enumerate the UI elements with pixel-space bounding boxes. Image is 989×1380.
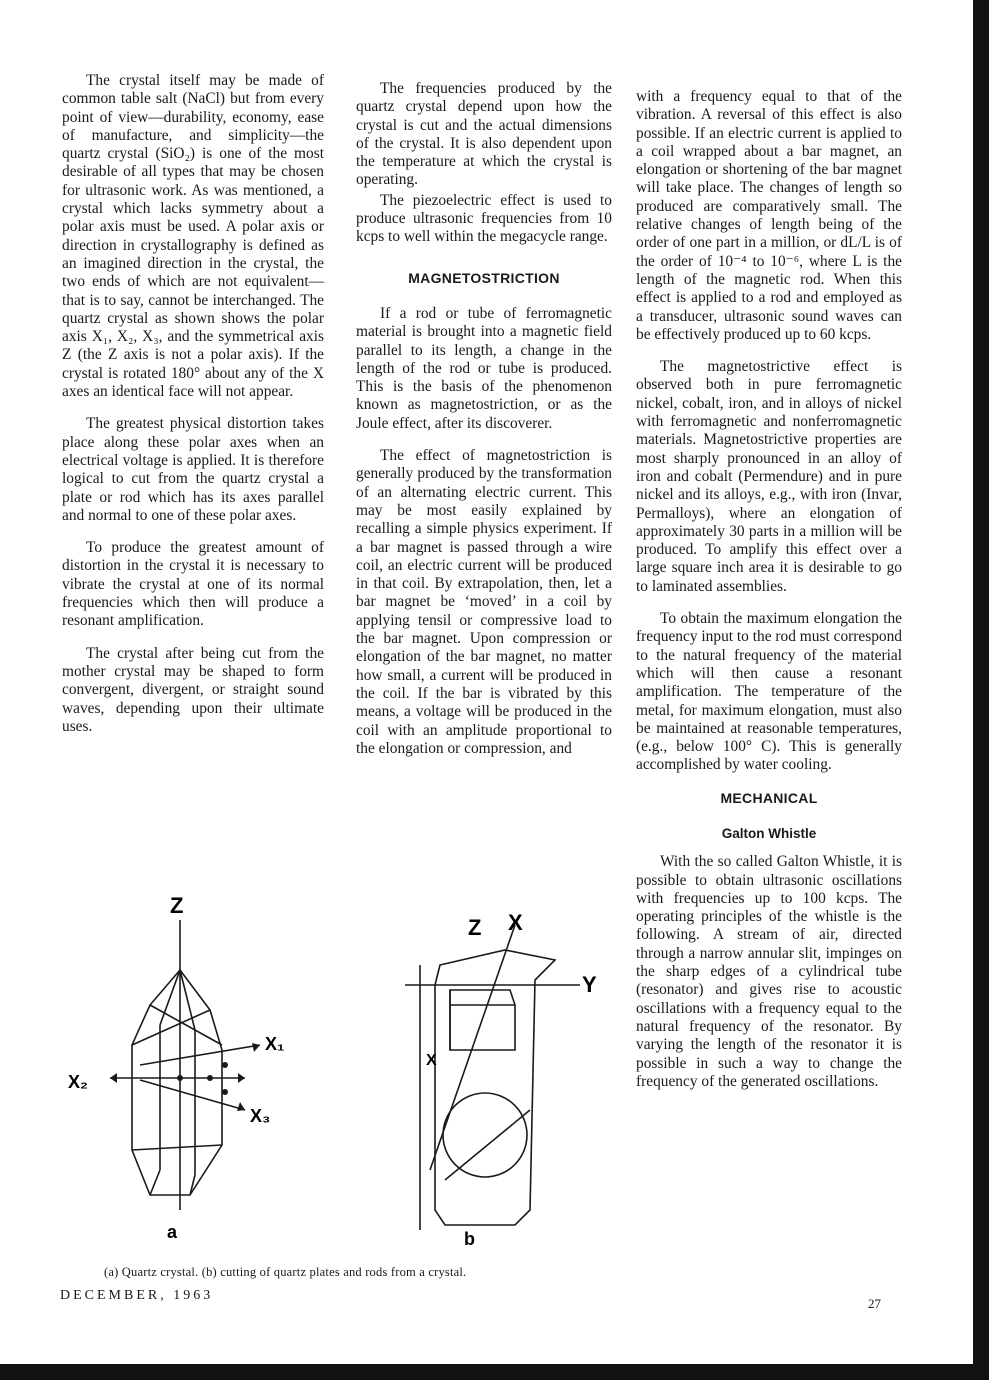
paragraph: With the so called Galton Whistle, it is possible to obtain ultrasonic oscillations with frequencies up to 100 kcps. The operating principles of the whistle is the following. A stream of air, directed through a narrow annular slit, impinges on the sharp edges of a cylindrical tube (resonator) and gives rise to acoustic oscillations with a frequency equal to the natural frequency of the resonator. By varying the length of the resonator it is possible in such a way to change the frequency of the generated oscillations. xyxy=(636,853,902,1090)
paragraph: with a frequency equal to that of the vibration. A reversal of this effect is also possible. If an electric current is applied to a coil wrapped about a bar magnet, an elongation or shortening of the bar magnet will take place. The changes of length so produced are comparatively small. The relative changes of length being of the order of one part in a million, or dL/L is of the order of 10⁻⁴ to 10⁻⁶, where L is the length of the magnetic rod. When this effect is applied to a rod and employed as a transducer, ultrasonic sound waves can be effectively produced up to 60 kcps. xyxy=(636,88,902,343)
axis-label-x1: X₁ xyxy=(265,1034,285,1054)
subheading-galton-whistle: Galton Whistle xyxy=(721,825,817,841)
text-column-1 xyxy=(62,72,324,750)
paragraph: The greatest physical distortion takes place along these polar axes when an electrical voltage is applied. It is therefore logical to cut from the quartz crystal a plate or rod which has its axes parallel and normal to one of these polar axes. xyxy=(62,415,324,524)
paragraph: The frequencies produced by the quartz crystal depend upon how the crystal is cut and the actual dimensions of the crystal. It is also dependent upon the temperature at which the crystal is operating. xyxy=(356,80,612,189)
paragraph: The magnetostrictive effect is observed both in pure ferromagnetic nickel, cobalt, iron, and in alloys of nickel with ferromagnetic and nonferromagnetic materials. Magnetostrictive properties are most sharply pronounced in an alloy of iron and cobalt (Permendure) and in pure nickel and its alloys, e.g., with iron (Invar, Permalloys), where an elongation of approximately 30 parts in a million will be produced. To amplify this effect over a large square inch area it is desirable to go to laminated assemblies. xyxy=(636,358,902,595)
paragraph: To produce the greatest amount of distortion in the crystal it is necessary to vibrate the crystal at one of its normal frequencies which then will produce a resonant amplification. xyxy=(62,539,324,630)
axis-label-x3: X₃ xyxy=(250,1106,271,1126)
page-number: 27 xyxy=(868,1296,881,1311)
paragraph: If a rod or tube of ferromagnetic material is brought into a magnetic field parallel to its length, a change in the length of the rod or tube is produced. This is the basis of the phenomenon known as magnetostriction, or as the Joule effect, after its discoverer. xyxy=(356,304,612,432)
figure-caption: (a) Quartz crystal. (b) cutting of quartz plates and rods from a crystal. xyxy=(104,1265,467,1279)
paragraph: The crystal itself may be made of common table salt (NaCl) but from every point of view—durability, economy, ease of manufacture, and simplicity—the quartz crystal (SiO₂) is one of the most desirable of all types that may be chosen for ultrasonic work. As was mentioned, a crystal which lacks symmetry about a polar axis must be used. A polar axis or direction in crystallography is defined as an imagined direction in the crystal, the two ends of which are not equivalent—that is to say, cannot be interchanged. The quartz crystal as shown shows the polar axis X₁, X₂, X₃, and the symmetrical axis Z (the Z axis is not a polar axis). If the crystal is rotated 180° about any of the X axes an identical face will not appear. xyxy=(62,72,324,401)
figure-label-b: b xyxy=(464,1229,475,1249)
axis-label-y-b: Y xyxy=(582,972,597,997)
section-heading-mechanical: MECHANICAL xyxy=(720,789,818,806)
text-column-2 xyxy=(356,80,612,772)
text-column-3 xyxy=(636,88,902,1105)
paragraph: The effect of magnetostriction is generally produced by the transformation of an alternating electric current. This may be most easily explained by recalling a simple physics experiment. If a bar magnet is passed through a wire coil, an electric current will be produced in that coil. By extrapolation, then, let a bar magnet be ‘moved’ in a coil by applying tensil or compressive load to the bar magnet. Upon compression or elongation of the bar magnet, no matter how small, a current will be produced in the coil. If the bar is vibrated by this means, a voltage will be produced in the coil with an amplitude proportional to the elongation or compression, and xyxy=(356,447,612,757)
axis-label-z: Z xyxy=(170,893,184,918)
axis-label-x-small: X xyxy=(426,1052,437,1069)
scan-edge-right xyxy=(973,0,989,1380)
figure-label-a: a xyxy=(167,1222,178,1242)
paragraph: The crystal after being cut from the mother crystal may be shaped to form convergent, divergent, or straight sound waves, depending upon their ultimate uses. xyxy=(62,644,324,735)
scan-edge-bottom xyxy=(0,1364,989,1380)
paragraph: To obtain the maximum elongation the frequency input to the rod must correspond to the natural frequency of the material which will then cause a resonant amplification. The temperature of the metal, for maximum elongation, must also be maintained at reasonable temperatures, (e.g., below 100° C). This is generally accomplished by water cooling. xyxy=(636,610,902,774)
issue-date: DECEMBER, 1963 xyxy=(60,1288,214,1303)
section-heading-magnetostriction: MAGNETOSTRICTION xyxy=(408,269,560,286)
axis-label-x-b: X xyxy=(508,910,523,935)
axis-label-z-b: Z xyxy=(468,915,482,940)
axis-label-x2: X₂ xyxy=(68,1072,89,1092)
quartz-crystal-figure xyxy=(60,880,620,1250)
paragraph: The piezoelectric effect is used to produce ultrasonic frequencies from 10 kcps to well within the megacycle range. xyxy=(356,191,612,246)
